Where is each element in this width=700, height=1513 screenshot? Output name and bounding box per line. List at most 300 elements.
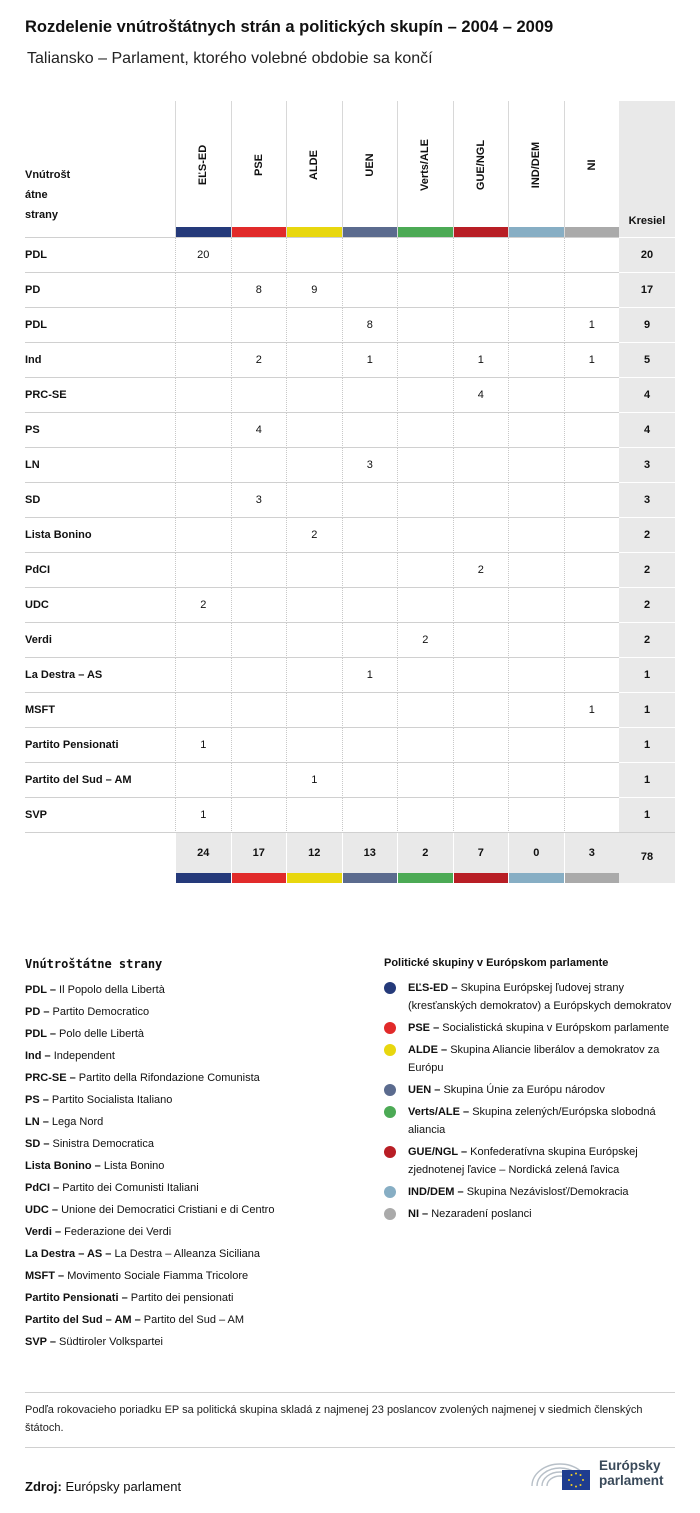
table-row	[25, 552, 675, 587]
group-color-dot-icon	[384, 1044, 396, 1056]
seat-cell	[397, 693, 453, 728]
table-row	[25, 727, 675, 762]
seat-cell	[175, 693, 231, 728]
seat-cell	[286, 448, 342, 483]
seat-cell	[286, 343, 342, 378]
seat-cell	[508, 553, 564, 588]
source-label: Zdroj:	[25, 1479, 62, 1494]
seat-cell	[231, 378, 287, 413]
group-label: IND/DEM	[530, 141, 543, 189]
legend-item: SVP – Südtiroler Volkspartei	[25, 1336, 163, 1348]
seat-cell	[397, 658, 453, 693]
row-total: 2	[619, 517, 675, 553]
group-label: ALDE	[308, 150, 321, 180]
seat-cell: 4	[231, 413, 287, 448]
row-header-line: átne	[25, 189, 48, 201]
seat-cell	[397, 483, 453, 518]
seat-cell	[231, 553, 287, 588]
party-name: PdCI	[25, 564, 51, 576]
seat-cell	[231, 658, 287, 693]
seat-cell	[286, 553, 342, 588]
row-total: 9	[619, 307, 675, 343]
party-name: Lista Bonino	[25, 529, 92, 541]
seat-cell	[342, 553, 398, 588]
seat-cell	[564, 518, 620, 553]
group-label: PSE	[252, 153, 265, 177]
seat-cell	[508, 588, 564, 623]
seat-cell	[564, 763, 620, 798]
party-name: PS	[25, 424, 40, 436]
seat-cell	[286, 658, 342, 693]
group-color-dot-icon	[384, 982, 396, 994]
group-column-header	[453, 101, 509, 237]
seat-cell	[286, 238, 342, 273]
party-name: Verdi	[25, 634, 52, 646]
row-total: 1	[619, 692, 675, 728]
seat-cell: 20	[175, 238, 231, 273]
legend-abbr: PD	[25, 1006, 41, 1018]
legend-name: Socialistická skupina v Európskom parlamente	[442, 1022, 670, 1034]
seat-cell	[175, 518, 231, 553]
party-name: SD	[25, 494, 41, 506]
legend-item: PDL – Il Popolo della Libertà	[25, 984, 165, 996]
seat-cell	[342, 483, 398, 518]
legend-abbr: Lista Bonino	[25, 1160, 92, 1172]
party-name: SVP	[25, 809, 48, 821]
legend-abbr: UEN	[408, 1084, 432, 1096]
column-total: 7	[453, 833, 509, 873]
group-color-bar	[286, 873, 342, 883]
seat-cell	[175, 483, 231, 518]
legend-abbr: Verdi	[25, 1226, 52, 1238]
column-total: 12	[286, 833, 342, 873]
seat-cell	[564, 273, 620, 308]
row-total: 1	[619, 727, 675, 763]
seat-cell	[175, 763, 231, 798]
seat-cell	[453, 483, 509, 518]
group-legend-item: PSE – Socialistická skupina v Európskom parlamente	[384, 1019, 676, 1037]
seat-cell	[342, 693, 398, 728]
seat-cell	[564, 413, 620, 448]
table-row	[25, 657, 675, 692]
legend-abbr: PDL	[25, 1028, 47, 1040]
seat-cell	[342, 588, 398, 623]
seat-cell	[286, 483, 342, 518]
seat-cell	[453, 413, 509, 448]
seats-header: Kresiel	[619, 101, 675, 237]
group-color-bar	[176, 227, 231, 237]
seat-cell	[564, 728, 620, 763]
legend-name: Skupina Európskej ľudovej strany (kresťanských demokratov) a Európskych demokratov	[408, 982, 672, 1012]
group-legend-item: GUE/NGL – Konfederatívna skupina Európskej zjednotenej ľavice – Nordická zelená ľavica	[384, 1143, 676, 1179]
seat-cell	[508, 693, 564, 728]
legend-name: Partito dei Comunisti Italiani	[62, 1182, 199, 1194]
column-total: 17	[231, 833, 287, 873]
seat-cell	[231, 308, 287, 343]
totals-row	[25, 832, 675, 882]
seat-cell	[286, 413, 342, 448]
legend-abbr: UDC	[25, 1204, 49, 1216]
seat-cell	[231, 763, 287, 798]
legend-abbr: EĽS-ED	[408, 982, 449, 994]
column-total: 3	[564, 833, 620, 873]
table-row	[25, 762, 675, 797]
party-name: Partito Pensionati	[25, 739, 119, 751]
page-title: Rozdelenie vnútroštátnych strán a politických skupín – 2004 – 2009	[25, 18, 554, 36]
seat-cell	[397, 343, 453, 378]
seat-cell	[397, 798, 453, 833]
legend-abbr: SD	[25, 1138, 41, 1150]
seat-cell: 2	[231, 343, 287, 378]
column-total: 13	[342, 833, 398, 873]
seat-cell: 1	[342, 658, 398, 693]
group-color-dot-icon	[384, 1146, 396, 1158]
seat-cell	[175, 273, 231, 308]
seat-cell	[453, 308, 509, 343]
source-value: Európsky parlament	[65, 1479, 182, 1494]
seat-cell	[397, 728, 453, 763]
seat-cell: 4	[453, 378, 509, 413]
seat-cell: 8	[231, 273, 287, 308]
legend-item: PRC-SE – Partito della Rifondazione Comunista	[25, 1072, 260, 1084]
group-color-bar	[398, 227, 453, 237]
group-color-bar	[342, 873, 398, 883]
seat-cell	[286, 588, 342, 623]
seat-cell	[453, 658, 509, 693]
legend-item: SD – Sinistra Democratica	[25, 1138, 154, 1150]
seat-cell	[564, 798, 620, 833]
legend-item: Partito del Sud – AM – Partito del Sud – AM	[25, 1314, 245, 1326]
seat-cell	[231, 623, 287, 658]
seat-cell: 3	[342, 448, 398, 483]
legend-abbr: PSE	[408, 1022, 431, 1034]
seat-cell	[508, 378, 564, 413]
seat-cell	[453, 238, 509, 273]
group-column-header	[564, 101, 620, 237]
seat-cell	[453, 448, 509, 483]
seat-cell	[231, 448, 287, 483]
legend-name: Lista Bonino	[103, 1160, 165, 1172]
seat-cell	[564, 588, 620, 623]
legend-name: Movimento Sociale Fiamma Tricolore	[67, 1270, 249, 1282]
group-color-bar	[343, 227, 398, 237]
seat-cell	[453, 273, 509, 308]
legend-name: Il Popolo della Libertà	[59, 984, 165, 996]
seat-cell	[508, 798, 564, 833]
seat-cell: 2	[397, 623, 453, 658]
seat-cell	[508, 763, 564, 798]
legend-name: Independent	[53, 1050, 115, 1062]
legend-name: Partito dei pensionati	[130, 1292, 234, 1304]
group-color-dot-icon	[384, 1208, 396, 1220]
seat-cell	[342, 413, 398, 448]
group-column-header	[175, 101, 231, 237]
column-total: 2	[397, 833, 453, 873]
group-column-header	[231, 101, 287, 237]
party-name: Partito del Sud – AM	[25, 774, 132, 786]
seat-cell: 2	[175, 588, 231, 623]
seat-cell	[231, 798, 287, 833]
legend-name: Partito Democratico	[52, 1006, 150, 1018]
legend-name: Polo delle Libertà	[59, 1028, 145, 1040]
row-total: 17	[619, 272, 675, 308]
party-name: PDL	[25, 249, 47, 261]
seat-cell	[397, 588, 453, 623]
seat-cell	[286, 728, 342, 763]
group-legend-item: ALDE – Skupina Aliancie liberálov a demokratov za Európu	[384, 1041, 676, 1077]
legend-abbr: ALDE	[408, 1044, 438, 1056]
legend-name: Partito del Sud – AM	[143, 1314, 245, 1326]
table-row	[25, 272, 675, 307]
row-total: 1	[619, 657, 675, 693]
column-total: 24	[175, 833, 231, 873]
group-color-bar	[453, 873, 509, 883]
legend-name: Skupina zelených/Európska slobodná aliancia	[408, 1106, 656, 1136]
legend-name: Skupina Nezávislosť/Demokracia	[466, 1186, 629, 1198]
table-row	[25, 622, 675, 657]
row-total: 20	[619, 237, 675, 273]
row-header-line: Vnútrošt	[25, 169, 71, 181]
group-label: Verts/ALE	[419, 139, 432, 191]
seat-cell	[175, 308, 231, 343]
seat-cell	[286, 378, 342, 413]
seat-cell	[508, 623, 564, 658]
group-label: GUE/NGL	[474, 139, 487, 191]
legend-name: La Destra – Alleanza Siciliana	[114, 1248, 261, 1260]
group-column-header	[286, 101, 342, 237]
legend-abbr: Ind	[25, 1050, 42, 1062]
seat-cell: 3	[231, 483, 287, 518]
seat-cell	[175, 378, 231, 413]
legend-abbr: Partito Pensionati	[25, 1292, 119, 1304]
legend-abbr: MSFT	[25, 1270, 55, 1282]
seat-cell	[508, 343, 564, 378]
seat-cell	[564, 378, 620, 413]
seat-cell	[397, 553, 453, 588]
seat-cell	[175, 413, 231, 448]
seat-cell	[397, 273, 453, 308]
legend-name: Südtiroler Volkspartei	[59, 1336, 163, 1348]
seat-cell	[397, 378, 453, 413]
legend-item: PD – Partito Democratico	[25, 1006, 150, 1018]
seat-cell	[453, 623, 509, 658]
group-color-bar	[231, 873, 287, 883]
legend-name: Skupina Aliancie liberálov a demokratov za Európu	[408, 1044, 660, 1074]
seat-cell	[342, 273, 398, 308]
seat-cell: 1	[564, 693, 620, 728]
legend-item: PDL – Polo delle Libertà	[25, 1028, 145, 1040]
seat-cell	[564, 238, 620, 273]
legend-item: PdCI – Partito dei Comunisti Italiani	[25, 1182, 199, 1194]
table-row	[25, 307, 675, 342]
seat-cell	[231, 728, 287, 763]
group-legend-item: NI – Nezaradení poslanci	[384, 1205, 676, 1223]
group-color-dot-icon	[384, 1084, 396, 1096]
party-name: LN	[25, 459, 40, 471]
seat-cell	[397, 448, 453, 483]
legend-name: Nezaradení poslanci	[431, 1208, 532, 1220]
row-total: 3	[619, 482, 675, 518]
table-row	[25, 587, 675, 622]
group-column-header	[342, 101, 398, 237]
legend-item: Lista Bonino – Lista Bonino	[25, 1160, 165, 1172]
legend-abbr: PDL	[25, 984, 47, 996]
legend-abbr: La Destra – AS	[25, 1248, 103, 1260]
seat-cell	[564, 483, 620, 518]
table-header	[25, 101, 675, 237]
seat-cell: 1	[342, 343, 398, 378]
ep-logo	[528, 1456, 678, 1496]
legend-abbr: Verts/ALE	[408, 1106, 460, 1118]
logo-text: Európsky parlament	[599, 1458, 664, 1488]
seat-cell: 2	[453, 553, 509, 588]
table-row	[25, 797, 675, 832]
table-row	[25, 482, 675, 517]
row-total: 1	[619, 797, 675, 833]
seat-cell	[564, 658, 620, 693]
seat-cell: 9	[286, 273, 342, 308]
seat-cell	[397, 413, 453, 448]
seat-cell	[508, 238, 564, 273]
seat-cell: 1	[286, 763, 342, 798]
seat-cell	[508, 518, 564, 553]
legend-name: Konfederatívna skupina Európskej zjednotenej ľavice – Nordická zelená ľavica	[408, 1146, 638, 1176]
footnote: Podľa rokovacieho poriadku EP sa politická skupina skladá z najmenej 23 poslancov zvolených najmenej v siedmich členských štátoch.	[25, 1392, 675, 1448]
legend-name: Unione dei Democratici Cristiani e di Centro	[61, 1204, 275, 1216]
seat-cell	[453, 763, 509, 798]
seat-cell	[342, 378, 398, 413]
group-color-bar	[454, 227, 509, 237]
group-color-bar	[175, 873, 231, 883]
seat-cell	[175, 448, 231, 483]
row-total: 1	[619, 762, 675, 798]
seat-cell	[453, 588, 509, 623]
legend-name: Federazione dei Verdi	[64, 1226, 172, 1238]
legend-abbr: PS	[25, 1094, 40, 1106]
seat-cell: 8	[342, 308, 398, 343]
seat-cell	[342, 518, 398, 553]
legend-item: La Destra – AS – La Destra – Alleanza Siciliana	[25, 1248, 261, 1260]
row-header-label	[25, 165, 85, 225]
group-color-dot-icon	[384, 1022, 396, 1034]
legend-name: Partito Socialista Italiano	[51, 1094, 173, 1106]
legend-item: Partito Pensionati – Partito dei pensionati	[25, 1292, 234, 1304]
row-header-line: strany	[25, 209, 59, 221]
seat-cell	[342, 798, 398, 833]
party-name: La Destra – AS	[25, 669, 103, 681]
seat-cell	[397, 518, 453, 553]
row-total: 4	[619, 377, 675, 413]
legend-name: Sinistra Democratica	[52, 1138, 154, 1150]
seat-cell: 2	[286, 518, 342, 553]
party-name: MSFT	[25, 704, 55, 716]
party-name: PRC-SE	[25, 389, 67, 401]
seat-cell	[508, 728, 564, 763]
seat-cell	[508, 448, 564, 483]
row-total: 2	[619, 552, 675, 588]
group-legend-item: Verts/ALE – Skupina zelených/Európska slobodná aliancia	[384, 1103, 676, 1139]
seat-cell	[231, 588, 287, 623]
legend-abbr: Partito del Sud – AM	[25, 1314, 132, 1326]
row-total: 5	[619, 342, 675, 378]
seat-cell	[397, 763, 453, 798]
seat-cell	[508, 308, 564, 343]
row-total: 2	[619, 587, 675, 623]
legend-name: Partito della Rifondazione Comunista	[78, 1072, 260, 1084]
group-color-bar	[508, 873, 564, 883]
legend-name: Skupina Únie za Európu národov	[443, 1084, 605, 1096]
source-line	[25, 1479, 181, 1494]
seat-cell	[342, 728, 398, 763]
column-total: 0	[508, 833, 564, 873]
seat-cell: 1	[564, 308, 620, 343]
legend-abbr: PdCI	[25, 1182, 51, 1194]
legend-item: PS – Partito Socialista Italiano	[25, 1094, 173, 1106]
grand-total: 78	[619, 833, 675, 883]
seat-cell	[342, 763, 398, 798]
party-legend-heading: Vnútroštátne strany	[25, 957, 163, 971]
seat-cell	[508, 483, 564, 518]
seat-cell	[397, 308, 453, 343]
seat-cell	[231, 238, 287, 273]
group-column-header	[508, 101, 564, 237]
seat-cell	[286, 798, 342, 833]
legend-item: Ind – Independent	[25, 1050, 115, 1062]
group-legend-item: IND/DEM – Skupina Nezávislosť/Demokracia	[384, 1183, 676, 1201]
row-total: 3	[619, 447, 675, 483]
group-color-dot-icon	[384, 1106, 396, 1118]
seat-cell	[175, 658, 231, 693]
seat-cell	[453, 518, 509, 553]
seat-cell	[564, 448, 620, 483]
seat-cell	[508, 273, 564, 308]
seat-cell: 1	[564, 343, 620, 378]
seat-cell	[342, 623, 398, 658]
seat-cell	[175, 343, 231, 378]
group-legend-item: EĽS-ED – Skupina Európskej ľudovej strany (kresťanských demokratov) a Európskych demokratov	[384, 979, 676, 1015]
table-row	[25, 692, 675, 727]
table-row	[25, 237, 675, 272]
legend-abbr: GUE/NGL	[408, 1146, 458, 1158]
group-color-bar	[509, 227, 564, 237]
group-legend-heading: Politické skupiny v Európskom parlamente	[384, 957, 609, 969]
seat-cell	[564, 553, 620, 588]
legend-abbr: SVP	[25, 1336, 47, 1348]
group-label: EĽS-ED	[197, 144, 210, 186]
seat-cell	[508, 413, 564, 448]
seat-cell	[175, 553, 231, 588]
parliament-hemicycle-icon	[528, 1456, 592, 1492]
seat-cell	[453, 728, 509, 763]
row-total: 2	[619, 622, 675, 658]
group-column-header	[397, 101, 453, 237]
seat-cell: 1	[175, 728, 231, 763]
seat-cell	[286, 693, 342, 728]
seat-cell	[286, 623, 342, 658]
seat-cell	[175, 623, 231, 658]
group-color-bar	[232, 227, 287, 237]
group-color-dot-icon	[384, 1186, 396, 1198]
legend-abbr: LN	[25, 1116, 40, 1128]
legend-name: Lega Nord	[51, 1116, 104, 1128]
party-name: PD	[25, 284, 41, 296]
legend-abbr: IND/DEM	[408, 1186, 455, 1198]
table-row	[25, 412, 675, 447]
seat-cell	[453, 693, 509, 728]
party-name: UDC	[25, 599, 49, 611]
table-row	[25, 377, 675, 412]
group-color-bar	[397, 873, 453, 883]
